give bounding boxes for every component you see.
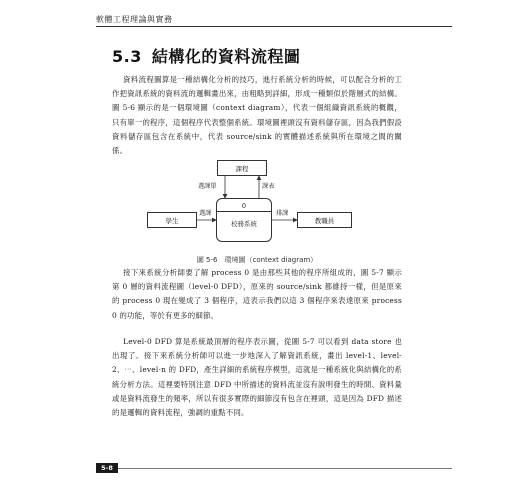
section-title [112,44,300,67]
footer-rule [118,468,452,469]
paragraph: 資料流程圖算是一種結構化分析的技巧，進行系統分析的時候，可以配合分析的工作把資訊系統的資料流的邏輯畫出來，由粗略到詳細，形成一種類似於階層式的結構。圖 5-6 顯示的是一個環境圖（context diagram），代表一個組織資訊系統的概觀，只有單一的程序，這個程序代表整個系統。環境圖裡頭沒有資料儲存區，因為我們假設資料儲存區包含在系統中，代表 source/sink 的實體描述系統與所在環境之間的關係。 [112,75,402,156]
paragraph: Level-0 DFD 算是系統最頂層的程序表示圖，從圖 5-7 可以看到 data store 也出現了。接下來系統分析師可以進一步地深入了解資訊系統，畫出 level-1、level-2、⋯、level-n 的 DFD，產生詳細的系統程序模型，這就是一種系統化與結構化的系統分析方法。這裡要特別注意 DFD 中所描述的資料流並沒有說明發生的時間、資料量或是資料流發生的頻率，所以有很多實際的細節沒有包含在裡頭，這是因為 DFD 描述的是邏輯的資料流程，強調的重點不同。 [112,337,402,418]
section-number: 5.3 [112,47,142,66]
context-diagram [112,148,402,258]
flow-label-right: 排課 [276,210,289,217]
flow-label-top-right: 課表 [262,183,275,190]
entity-staff: 教職員 [297,212,352,228]
entity-student: 學生 [147,212,197,228]
figure-caption: 圖 5-6 環境圖（context diagram） [196,256,318,264]
process-0 [216,198,272,242]
header-rule [96,26,452,27]
page-number: 5-8 [96,463,118,473]
process-name: 校務系統 [231,220,257,228]
entity-course: 課程 [217,160,267,176]
section-title-text: 結構化的資料流程圖 [151,47,301,66]
paragraph: 接下來系統分析師要了解 process 0 是由那些其他的程序所組成的，圖 5-7 顯示第 0 層的資料流程圖（level-0 DFD），原來的 source/sink 都維持一樣，但是原來的 process 0 現在變成了 3 個程序，這表示我們以這 3 個程序來表達原來 process 0 的功能，等於有更多的細節。 [112,268,402,320]
flow-label-top-left: 選課單 [198,183,217,190]
process-number: 0 [241,202,247,210]
running-header: 軟體工程理論與實務 [96,15,173,24]
flow-label-left: 選課 [199,210,212,217]
